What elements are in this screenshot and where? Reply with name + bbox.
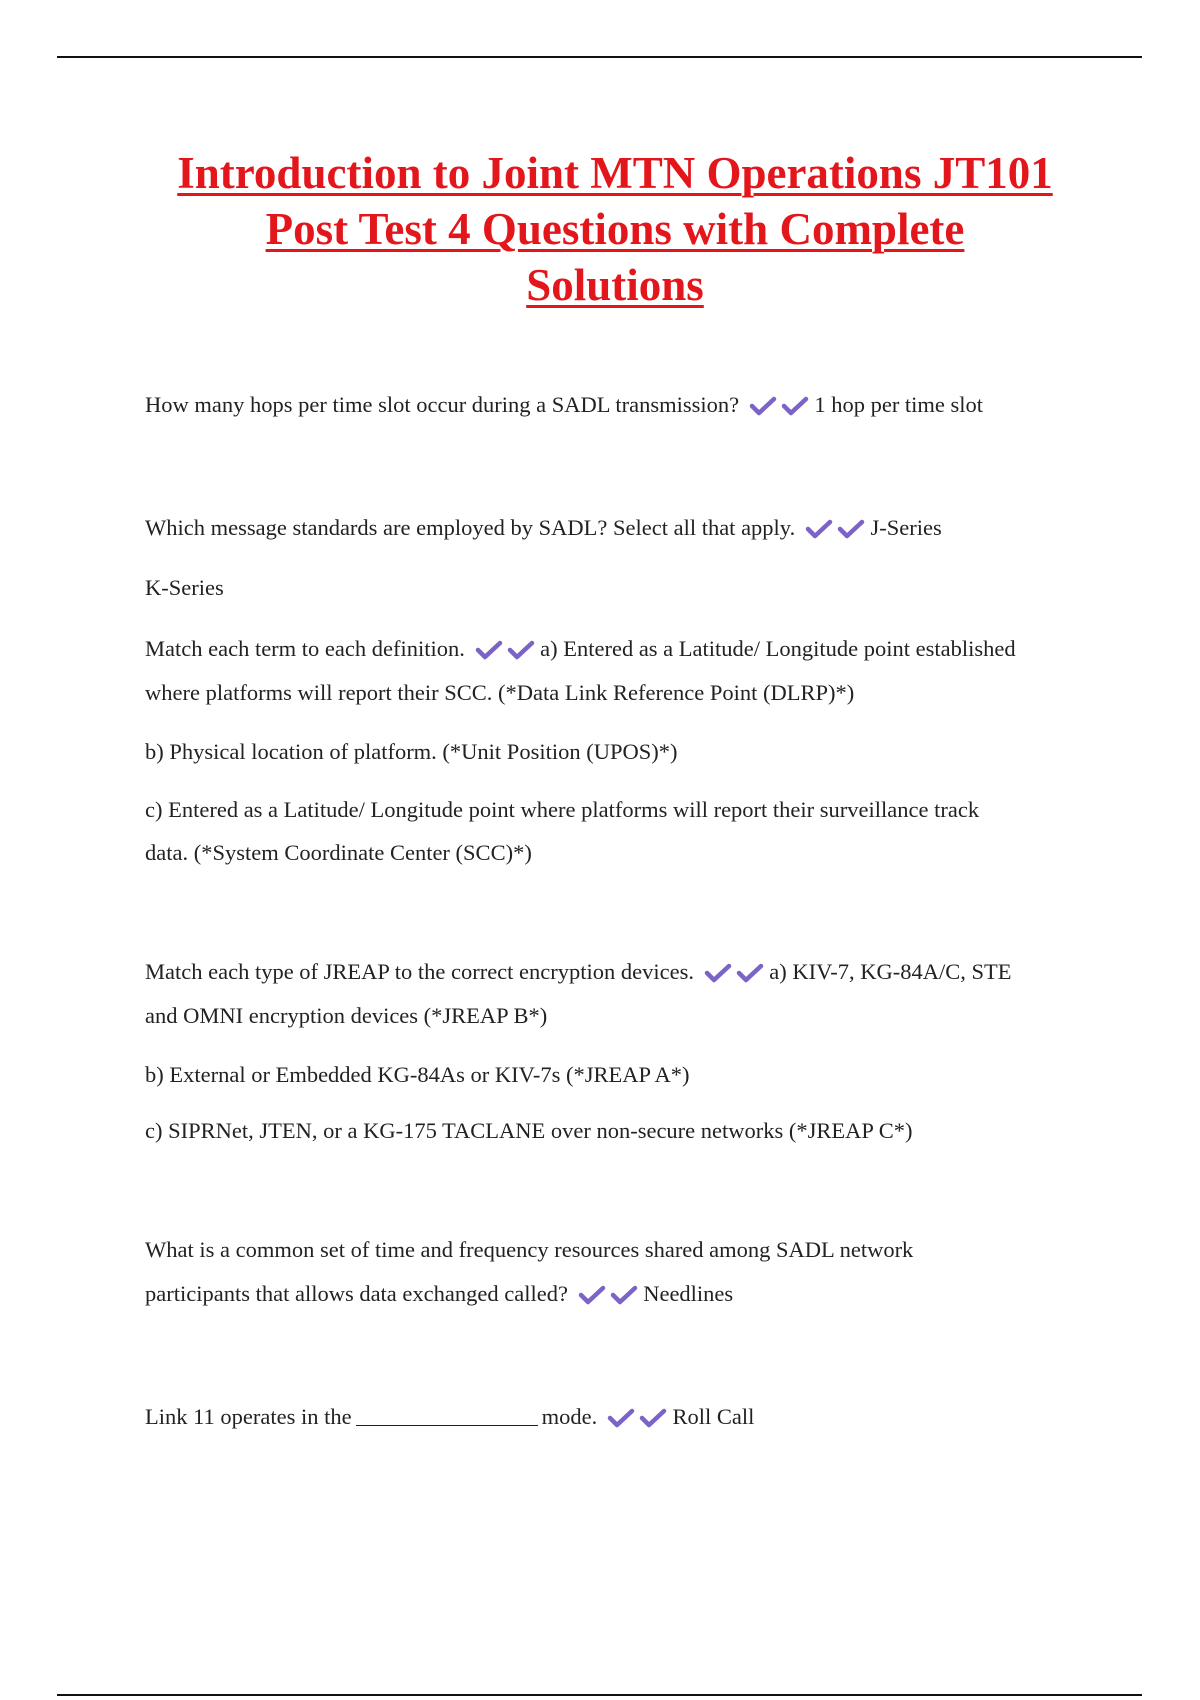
- answer-continuation: data. (*System Coordinate Center (SCC)*): [145, 840, 532, 865]
- header-rule: [57, 56, 1142, 58]
- answer-item: c) Entered as a Latitude/ Longitude point where platforms will report their surveillance track: [145, 797, 980, 822]
- question-5-continuation: [145, 1279, 733, 1309]
- check-mark-icon: [837, 519, 865, 539]
- question-text: Which message standards are employed by SADL? Select all that apply.: [145, 515, 796, 540]
- check-mark-icon: [736, 963, 764, 983]
- answer-item: b) External or Embedded KG-84As or KIV-7s (*JREAP A*): [145, 1062, 690, 1087]
- question-text: Match each term to each definition.: [145, 636, 465, 661]
- check-mark-icon: [805, 519, 833, 539]
- answer-item: c) SIPRNet, JTEN, or a KG-175 TACLANE over non-secure networks (*JREAP C*): [145, 1118, 913, 1143]
- answer-text: 1 hop per time slot: [814, 392, 984, 417]
- check-mark-icon: [507, 640, 535, 660]
- answer-continuation: and OMNI encryption devices (*JREAP B*): [145, 1003, 548, 1028]
- title-line-3: Solutions: [526, 260, 704, 310]
- answer-continuation: K-Series: [145, 575, 224, 600]
- question-text: How many hops per time slot occur during a SADL transmission?: [145, 392, 740, 417]
- question-text-end: mode.: [541, 1404, 598, 1429]
- answer-continuation: where platforms will report their SCC. (*Data Link Reference Point (DLRP)*): [145, 680, 855, 705]
- check-mark-icon: [749, 396, 777, 416]
- answer-text: J-Series: [870, 515, 942, 540]
- answer-text: a) KIV-7, KG-84A/C, STE: [769, 959, 1012, 984]
- check-mark-icon: [607, 1408, 635, 1428]
- check-mark-icon: [610, 1285, 638, 1305]
- question-1: [145, 390, 983, 420]
- title-line-1: Introduction to Joint MTN Operations JT101: [177, 148, 1053, 198]
- check-mark-icon: [475, 640, 503, 660]
- question-6: [145, 1402, 754, 1432]
- question-text: Link 11 operates in the: [145, 1404, 352, 1429]
- title-line-2: Post Test 4 Questions with Complete: [265, 204, 965, 254]
- question-text: Match each type of JREAP to the correct encryption devices.: [145, 959, 694, 984]
- question-2: [145, 513, 942, 543]
- question-4: [145, 957, 1012, 987]
- answer-text: Needlines: [643, 1281, 734, 1306]
- check-mark-icon: [578, 1285, 606, 1305]
- fill-in-blank: [356, 1405, 538, 1426]
- footer-rule: [57, 1694, 1142, 1696]
- answer-item: b) Physical location of platform. (*Unit Position (UPOS)*): [145, 739, 678, 764]
- answer-text: Roll Call: [672, 1404, 755, 1429]
- question-5: What is a common set of time and frequency resources shared among SADL network: [145, 1237, 914, 1262]
- question-3: [145, 634, 1016, 664]
- answer-text: a) Entered as a Latitude/ Longitude point established: [540, 636, 1016, 661]
- check-mark-icon: [704, 963, 732, 983]
- question-text: participants that allows data exchanged called?: [145, 1281, 568, 1306]
- document-title: [100, 145, 1130, 313]
- check-mark-icon: [781, 396, 809, 416]
- check-mark-icon: [639, 1408, 667, 1428]
